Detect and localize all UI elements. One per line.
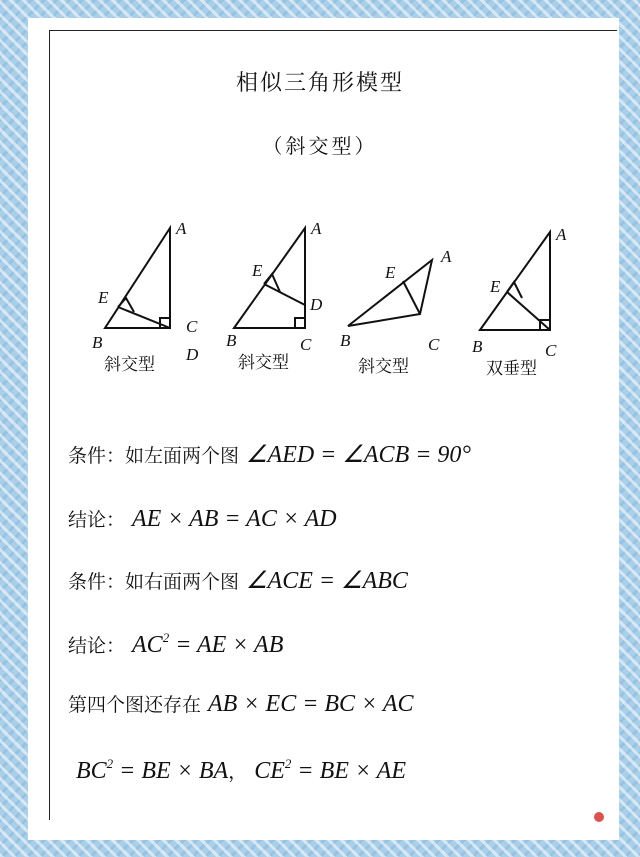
conclusion-2-math: $AC^2$ = AE × AB <box>132 630 284 658</box>
frame-top-line <box>49 30 617 31</box>
figure-2-shape <box>234 228 305 328</box>
final-equations <box>76 756 406 785</box>
fourth-figure-math: AB × EC = BC × AC <box>208 691 414 717</box>
page-subtitle: （斜交型） <box>262 134 378 158</box>
fig1-label-c: C <box>186 317 198 336</box>
fig2-caption: 斜交型 <box>238 353 289 373</box>
triangle-figures <box>0 210 640 390</box>
condition-2-label: 条件：如右面两个图 <box>68 571 240 593</box>
fig4-caption: 双垂型 <box>486 359 537 379</box>
figure-1-shape <box>105 228 170 328</box>
condition-1 <box>68 440 471 469</box>
fig4-label-e: E <box>490 277 501 296</box>
condition-1-math: ∠AED = ∠ACB = 90° <box>246 442 472 468</box>
final-equation-2: $CE^2$ = BE × AE <box>254 756 406 784</box>
final-equation-1: $BC^2$ = BE × BA <box>76 756 229 784</box>
seal-stamp <box>594 812 604 822</box>
fourth-figure-label: 第四个图还存在 <box>68 694 202 716</box>
final-separator: ， <box>228 761 248 783</box>
fig2-label-b: B <box>226 331 237 350</box>
fig3-caption: 斜交型 <box>358 357 409 377</box>
fig2-label-c: C <box>300 335 312 354</box>
fig2-label-e: E <box>252 261 263 280</box>
fig3-label-c: C <box>428 335 440 354</box>
page-title: 相似三角形模型 <box>235 71 404 96</box>
fig3-label-a: A <box>441 247 452 266</box>
fig1-caption: 斜交型 <box>104 355 155 375</box>
fig4-label-b: B <box>472 337 483 356</box>
conclusion-1-label: 结论： <box>68 509 126 531</box>
fig2-label-a: A <box>311 219 322 238</box>
conclusion-2-label: 结论： <box>68 635 126 657</box>
fig4-label-a: A <box>556 225 567 244</box>
fig1-label-b: B <box>92 333 103 352</box>
fig2-label-d: D <box>310 295 323 314</box>
condition-2 <box>68 566 408 595</box>
fig1-label-d: D <box>186 345 199 364</box>
fig1-label-a: A <box>176 219 187 238</box>
condition-2-math: ∠ACE = ∠ABC <box>246 568 408 594</box>
fourth-figure-note <box>68 690 414 718</box>
conclusion-2 <box>68 630 283 659</box>
conclusion-1 <box>68 505 337 533</box>
fig3-label-e: E <box>385 263 396 282</box>
fig4-label-c: C <box>545 341 557 360</box>
fig1-label-e: E <box>98 288 109 307</box>
fig3-label-b: B <box>340 331 351 350</box>
conclusion-1-math: AE × AB = AC × AD <box>132 506 337 532</box>
condition-1-label: 条件：如左面两个图 <box>68 445 240 467</box>
